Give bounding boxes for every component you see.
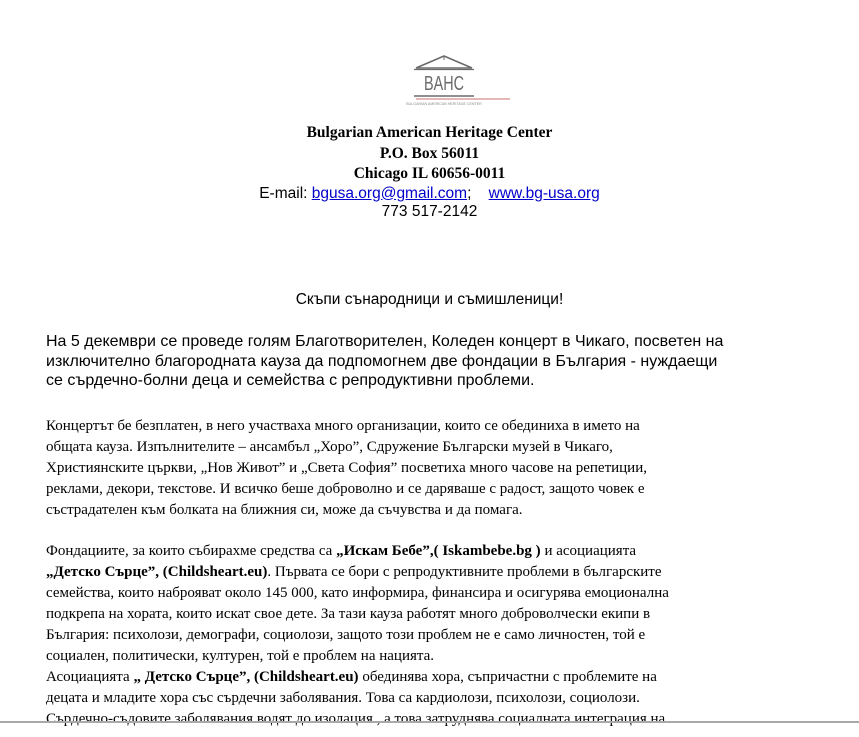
foundations-line: България: психолози, демографи, социолози, защото този проблем не е само личностен, той е <box>46 627 646 643</box>
association-line <box>46 667 826 688</box>
foundations-line <box>46 541 826 562</box>
email-label: E-mail: <box>259 184 312 202</box>
phone-number: 773 517-2142 <box>381 202 478 220</box>
foundations-line: семейства, които наброяват около 145 000, като информира, финансира и осигурява емоционална <box>46 585 669 601</box>
bahc-logo <box>398 52 510 110</box>
concert-line: реклами, декори, текстове. И всичко беше доброволно и се даряваше с радост, защото човек е <box>46 481 645 497</box>
letterhead <box>0 123 859 221</box>
concert-line: Християнските църкви, „Нов Живот” и „Света София” посветиха много часове на репетиции, <box>46 460 647 476</box>
city-address: Chicago IL 60656-0011 <box>353 165 506 182</box>
text-run: обединява хора, съпричастни с проблемите на <box>358 669 657 685</box>
logo-subtitle: BULGARIAN AMERICAN HERITAGE CENTER <box>406 102 482 106</box>
foundations-line <box>46 562 826 583</box>
concert-line: общата кауза. Изпълнителите – ансамбъл „Хоро”, Сдружение Български музей в Чикаго, <box>46 439 613 455</box>
separator: ; <box>467 184 472 202</box>
greeting: Скъпи сънародници и съмишленици! <box>295 291 564 308</box>
email-link[interactable]: bgusa.org@gmail.com <box>311 184 468 202</box>
text-run: и асоциацията <box>540 543 637 559</box>
concert-paragraph <box>46 416 826 521</box>
logo-text: BAHC <box>424 73 464 95</box>
intro-line: се сърдечно-болни деца и семейства с репродуктивни проблеми. <box>46 372 535 389</box>
page-bottom-edge <box>0 721 859 723</box>
po-box: P.O. Box 56011 <box>379 144 480 162</box>
website-link[interactable]: www.bg-usa.org <box>488 184 600 202</box>
detsko-sarce-name: „Детско Сърце”, (Childsheart.eu) <box>46 564 268 580</box>
foundations-line: подкрепа на хората, които искат свое дете. За тази кауза работят много доброволчески екипи в <box>46 606 651 622</box>
association-line: децата и младите хора със сърдечни заболявания. Това са кардиолози, психолози, социолози. <box>46 690 640 706</box>
intro-line: изключително благородната кауза да подпомогнем две фондации в България - нуждаещи <box>46 352 718 370</box>
text-run: . Първата се бори с репродуктивните проблеми в българските <box>267 564 662 580</box>
detsko-sarce-name: „ Детско Сърце”, (Childsheart.eu) <box>133 669 359 685</box>
iskam-bebe-name: „Искам Бебе”,( Iskambebe.bg ) <box>336 543 541 559</box>
foundations-paragraph <box>46 541 826 730</box>
contact-line <box>0 185 859 203</box>
foundations-line: социален, политически, културен, той е проблем на нацията. <box>46 648 435 664</box>
intro-line: На 5 декември се проведе голям Благотворителен, Коледен концерт в Чикаго, посветен на <box>46 333 724 350</box>
concert-line: състрадателен към болката на ближния си, може да съчувства и да помага. <box>46 502 523 518</box>
concert-line: Концертът бе безплатен, в него участваха много организации, които се обединиха в името на <box>46 418 640 434</box>
text-run: Асоциацията <box>46 669 134 685</box>
org-name: Bulgarian American Heritage Center <box>306 124 553 141</box>
association-line: Сърдечно-съдовите заболявания водят до изолация , а това затруднява социалната интеграция на <box>46 711 666 727</box>
text-run: Фондациите, за които събирахме средства са <box>46 543 337 559</box>
intro-paragraph <box>46 332 826 391</box>
